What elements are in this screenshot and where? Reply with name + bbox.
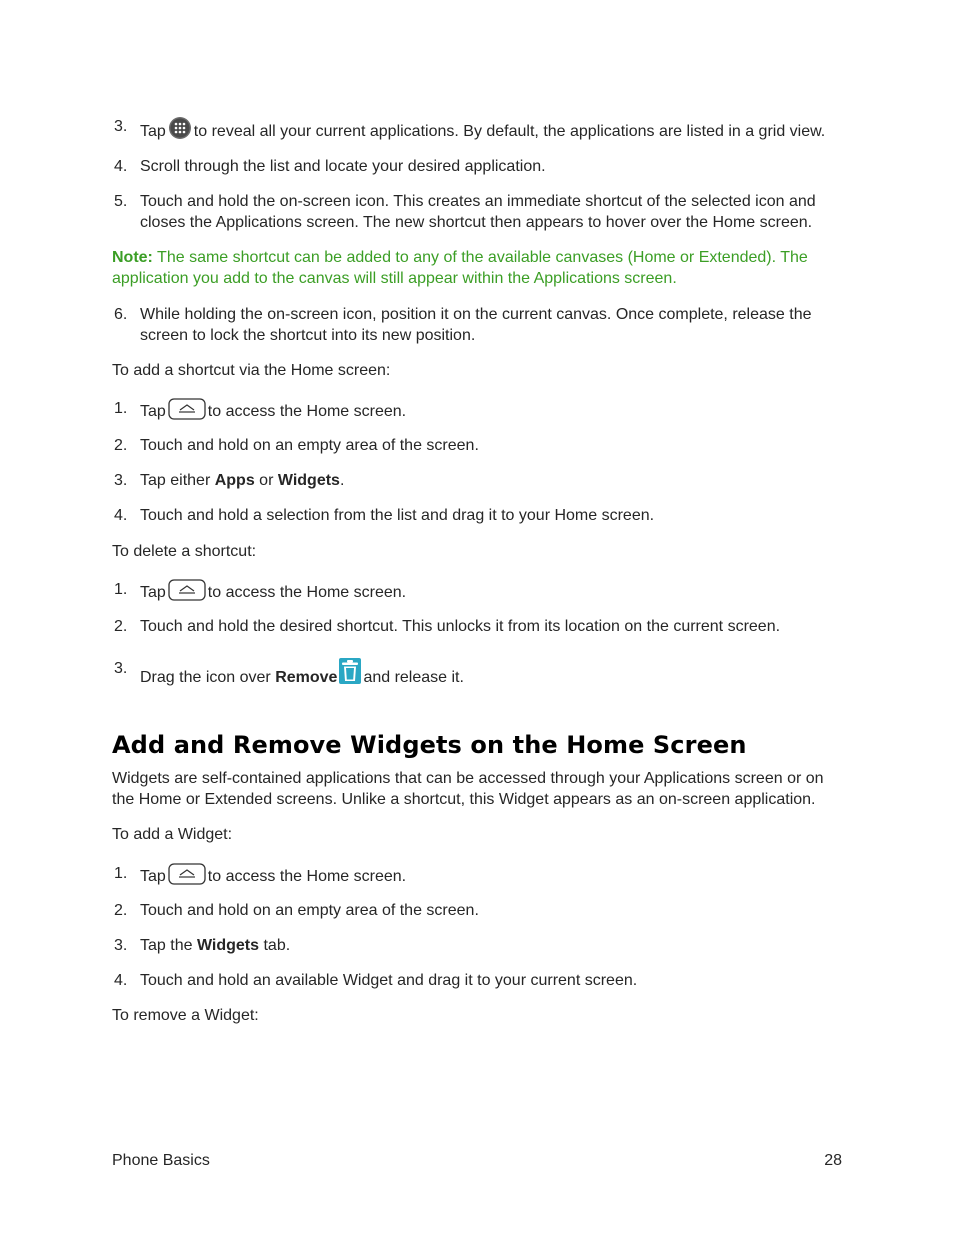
step-number: 5. xyxy=(114,193,128,210)
step-text: Tap the xyxy=(140,937,193,954)
step-text: Touch and hold an available Widget and drag it to your current screen. xyxy=(140,972,638,989)
intro-text: To add a shortcut via the Home screen: xyxy=(112,362,391,379)
step-number: 3. xyxy=(114,660,128,677)
intro-text: To delete a shortcut: xyxy=(112,543,257,560)
list-item xyxy=(112,398,842,422)
list-item xyxy=(112,616,842,637)
note-text: The same shortcut can be added to any of the available canvases (Home or Extended). The application you add to the canvas will still appear within the Applications screen. xyxy=(112,249,808,287)
step-text: or xyxy=(259,472,274,489)
intro-text: To remove a Widget: xyxy=(112,1007,259,1024)
step-number: 4. xyxy=(114,507,128,524)
step-text: Tap xyxy=(140,868,166,885)
home-key-icon xyxy=(168,863,206,885)
step-text: Scroll through the list and locate your desired application. xyxy=(140,158,546,175)
step-text: Touch and hold the on-screen icon. This creates an immediate shortcut of the selected icon and closes the Applications screen. The new shortcut then appears to hover over the Home screen. xyxy=(140,193,816,231)
step-number: 4. xyxy=(114,972,128,989)
list-item xyxy=(112,191,842,233)
widgets-term: Widgets xyxy=(196,937,260,954)
step-text: to access the Home screen. xyxy=(207,584,407,601)
step-number: 3. xyxy=(114,937,128,954)
step-number: 2. xyxy=(114,618,128,635)
list-item xyxy=(112,116,842,142)
step-text: Tap xyxy=(140,123,166,140)
step-number: 3. xyxy=(114,118,128,135)
step-text: and release it. xyxy=(363,669,464,686)
list-item xyxy=(112,579,842,603)
list-item xyxy=(112,935,842,956)
note-label: Note: xyxy=(112,249,153,266)
remove-term: Remove xyxy=(275,669,338,686)
step-text: Touch and hold the desired shortcut. This unlocks it from its location on the current screen. xyxy=(140,618,781,635)
step-text: Touch and hold a selection from the list and drag it to your Home screen. xyxy=(140,507,655,524)
body-paragraph: Widgets are self-contained applications that can be accessed through your Applications screen or on the Home or Extended screens. Unlike a shortcut, this Widget appears as an on-screen application. xyxy=(112,770,824,808)
list-item xyxy=(112,863,842,887)
page-content xyxy=(112,112,842,1026)
section-heading: Add and Remove Widgets on the Home Screen xyxy=(112,731,747,759)
list-item xyxy=(112,505,842,526)
widgets-term: Widgets xyxy=(277,472,340,489)
note-paragraph xyxy=(112,247,842,289)
step-number: 3. xyxy=(114,472,128,489)
step-number: 1. xyxy=(114,865,128,882)
step-text: tab. xyxy=(263,937,291,954)
list-item xyxy=(112,900,842,921)
footer-section-title: Phone Basics xyxy=(112,1152,210,1169)
step-text: Touch and hold on an empty area of the screen. xyxy=(140,437,479,454)
page-number: 28 xyxy=(824,1152,842,1169)
intro-text: To add a Widget: xyxy=(112,826,233,843)
list-item xyxy=(112,658,842,688)
home-key-icon xyxy=(168,398,206,420)
step-text: Tap xyxy=(140,403,166,420)
step-number: 2. xyxy=(114,437,128,454)
step-text: Tap xyxy=(140,584,166,601)
list-item xyxy=(112,470,842,491)
trash-icon xyxy=(339,658,361,684)
home-key-icon xyxy=(168,579,206,601)
step-text: Drag the icon over xyxy=(140,669,271,686)
step-number: 2. xyxy=(114,902,128,919)
list-item xyxy=(112,435,842,456)
list-item xyxy=(112,970,842,991)
step-text: to access the Home screen. xyxy=(207,868,407,885)
page-footer xyxy=(112,1150,842,1171)
step-number: 1. xyxy=(114,400,128,417)
step-text: to access the Home screen. xyxy=(207,403,407,420)
step-text: While holding the on-screen icon, position it on the current canvas. Once complete, release the screen to lock the shortcut into its new position. xyxy=(140,306,812,344)
step-text: . xyxy=(339,472,345,489)
step-text: Touch and hold on an empty area of the screen. xyxy=(140,902,479,919)
list-item xyxy=(112,304,842,346)
step-text: to reveal all your current applications. By default, the applications are listed in a grid view. xyxy=(193,123,826,140)
step-number: 4. xyxy=(114,158,128,175)
step-text: Tap either xyxy=(140,472,211,489)
list-item xyxy=(112,156,842,177)
step-number: 1. xyxy=(114,581,128,598)
step-number: 6. xyxy=(114,306,128,323)
apps-term: Apps xyxy=(214,472,255,489)
apps-grid-icon xyxy=(168,116,192,140)
